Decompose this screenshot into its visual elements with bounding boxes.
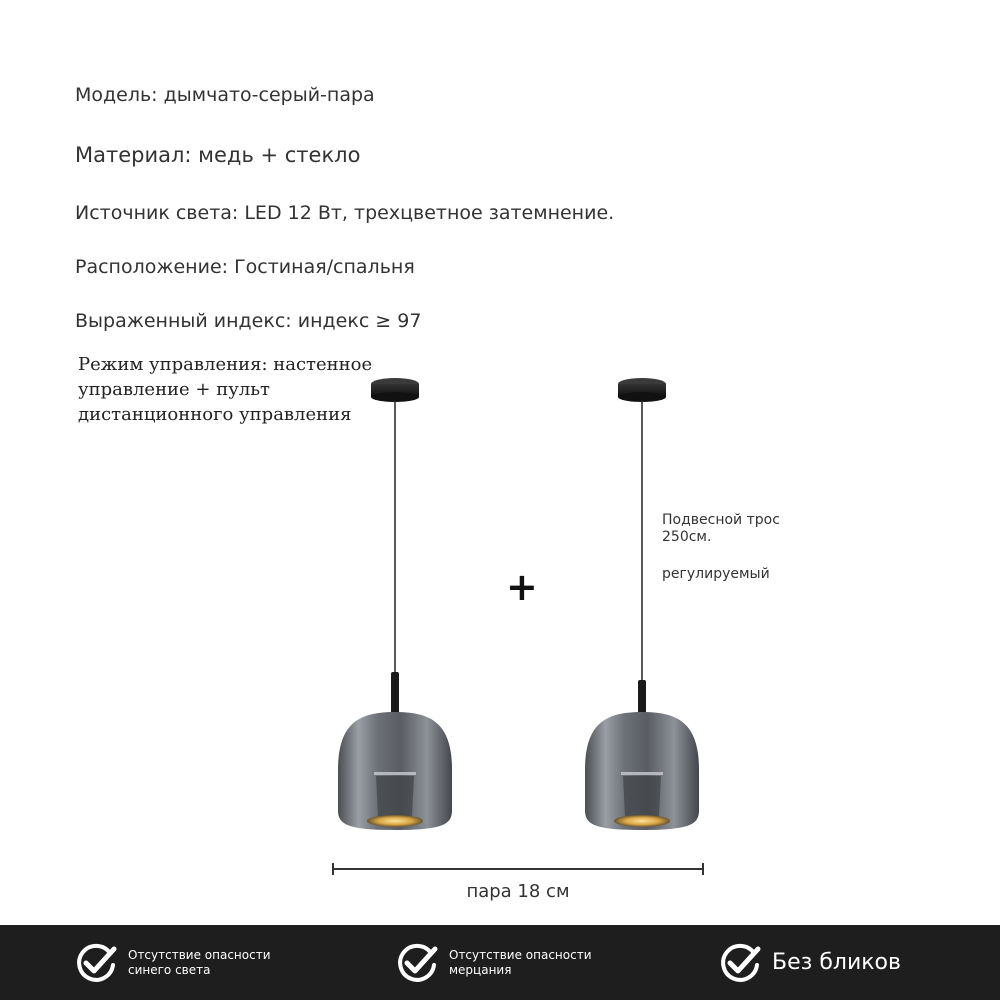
spec-light-source: Источник света: LED 12 Вт, трехцветное затемнение. [75,202,615,224]
feature-no-glare [718,941,901,985]
spec-material: Материал: медь + стекло [75,143,361,167]
dimension-tick-right [702,863,704,875]
spec-control-mode: Режим управления: настенное управление + пульт дистанционного управления [78,354,373,425]
check-circle-icon [395,941,439,985]
dimension-label: пара 18 см [466,881,570,902]
check-circle-icon [74,941,118,985]
feature-text-line2: мерцания [449,963,512,977]
spec-model: Модель: дымчато-серый-пара [75,84,375,106]
feature-text-line1: Отсутствие опасности [128,948,271,962]
plus-sign: + [506,565,538,609]
lamp-stem [391,672,399,718]
pendant-lamp-left [338,378,452,830]
spec-location: Расположение: Гостиная/спальня [75,256,415,278]
cable-adjustable-note: регулируемый [662,566,770,582]
features-bar [0,925,1000,1000]
check-circle-icon [718,941,762,985]
feature-no-flicker [395,941,592,985]
feature-text-line2: синего света [128,963,211,977]
feature-text-line1: Отсутствие опасности [449,948,592,962]
cable-length-note: Подвесной трос 250см. [662,512,780,545]
dimension-line [333,868,703,870]
feature-no-blue-light [74,941,271,985]
led-light-ring [614,815,670,827]
led-light-ring [367,815,423,827]
pendant-lamp-right [585,378,699,830]
feature-text-line1: Без бликов [772,950,901,975]
spec-index: Выраженный индекс: индекс ≥ 97 [75,310,422,332]
